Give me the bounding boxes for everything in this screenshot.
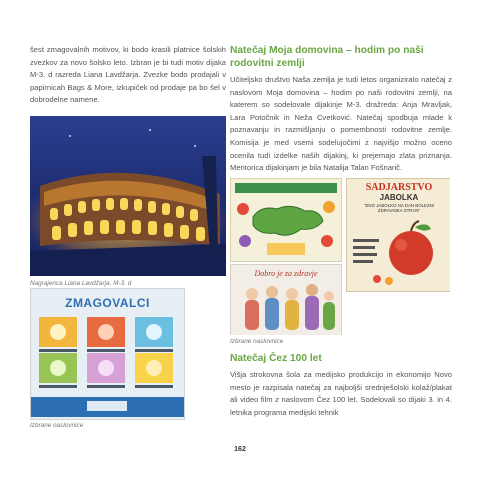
sadjarstvo-poster	[346, 178, 450, 292]
map-poster	[230, 178, 342, 262]
heading-cez-100-let: Natečaj Čez 100 let	[230, 353, 322, 364]
sadjarstvo-subtitle: JABOLKA	[379, 193, 419, 202]
zmagovalci-covers	[31, 313, 184, 417]
paragraph-moja-domovina: Učiteljsko društvo Naša zemlja je tudi letos organiziralo natečaj z naslovom Moja domovina – hodim po naši rodovitni zemlji, na katerem so sodelovale dijakinje M-3. dražreda: Anja Mravljak, Lara Potočnik in Neža Cvetković. Natečaj spodbuja mlade k poznavanju in razmišljanju o pomembnosti rodovitne zemlje. Komisija je med vsemi sodelujočimi z najvišjo možno oceno ocenila tudi izdelke naših dijakinj, ki prejemajo zlata priznanja. Mentorica dijakinjam je bila Natalija Talan Fošnarič.	[230, 75, 452, 173]
map-artwork	[231, 179, 341, 261]
colosseum-painting	[30, 116, 226, 276]
left-column	[30, 44, 226, 107]
sadjarstvo-tagline: "ENO JABOLKO NA DAN BOLEZNI ZDRAVNIKA STRAN"	[363, 203, 435, 213]
colosseum-artwork	[30, 116, 226, 276]
paragraph-cez-100-let: Višja strokovna šola za medijsko produkcijo in ekonomijo Novo mesto je razpisala natečaj za najboljši srednješolski kolaž/plakat ali video film z naslovom Čez 100 let. Sodelovali so dijaki 3. in 4. letnika programa medijski tehnik	[230, 370, 452, 417]
caption-posters: Izbrane naslovnice	[230, 338, 284, 345]
dobro-poster	[230, 264, 342, 335]
sadjarstvo-artwork	[347, 219, 450, 289]
poster-collage	[230, 178, 450, 335]
left-paragraph: šest zmagovalnih motivov, ki bodo krasili platnice šolskih zvezkov za novo šolsko leto. Izbran je bi tudi motiv dijaka M-3. d razreda Liana Lavdžarja. Zvezke bodo prodajali v papirnicah Bags & More, izkupiček od prodaje pa bo šel v dobrodelne namene.	[30, 45, 226, 105]
zmagovalci-title: ZMAGOVALCI	[65, 296, 150, 310]
sadjarstvo-title: SADJARSTVO	[365, 182, 433, 193]
page-number: 162	[234, 446, 246, 453]
dobro-artwork	[231, 280, 341, 335]
cez-100-let-section	[230, 352, 452, 419]
zmagovalci-poster	[30, 288, 185, 420]
caption-colosseum: Nagrajenca Liana Lavdžarja, M-3. d	[30, 280, 132, 287]
caption-zmagovalci: Izbrane naslovnice	[30, 422, 84, 429]
right-column	[230, 44, 452, 175]
dobro-title: Dobro je za zdravje	[254, 269, 318, 278]
heading-moja-domovina: Natečaj Moja domovina – hodim po naši rodovitni zemlji	[230, 45, 424, 69]
